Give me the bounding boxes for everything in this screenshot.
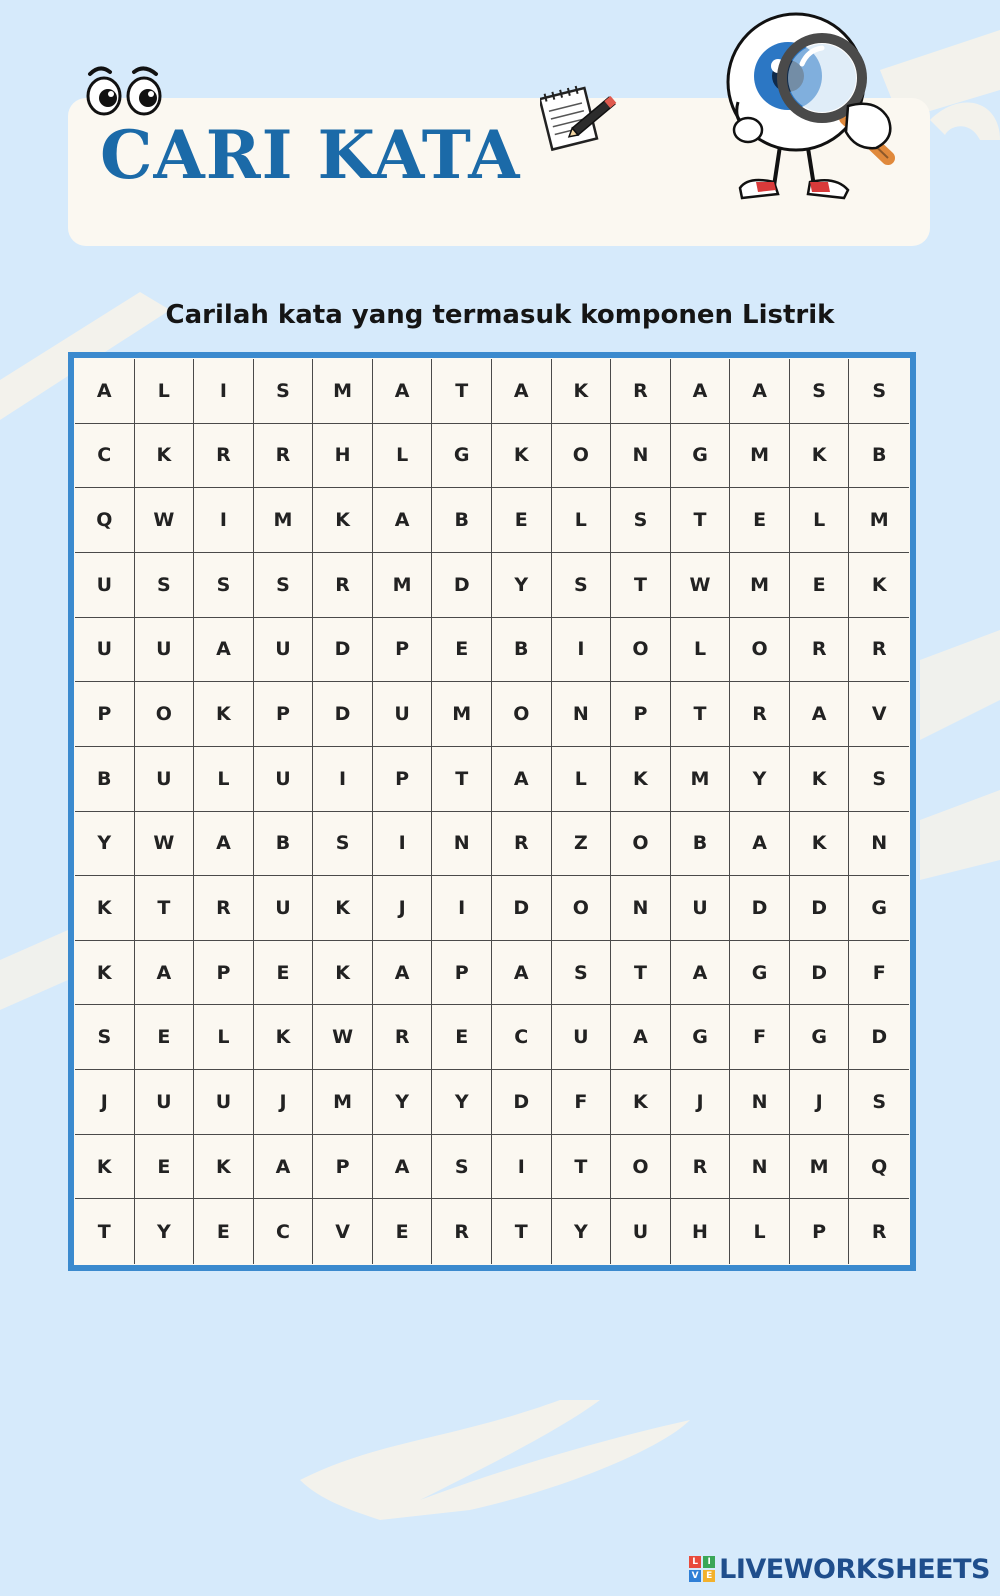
grid-cell[interactable]: K [194,682,254,747]
grid-cell[interactable]: K [790,424,850,489]
liveworksheets-brand-text: LIVEWORKSHEETS [719,1553,990,1585]
grid-cell[interactable]: L [790,488,850,553]
grid-cell[interactable]: I [373,812,433,877]
grid-cell[interactable]: M [313,1070,373,1135]
grid-cell[interactable]: T [432,359,492,424]
grid-cell[interactable]: B [492,618,552,683]
grid-cell[interactable]: N [432,812,492,877]
grid-cell[interactable]: R [611,359,671,424]
grid-cell[interactable]: F [849,941,909,1006]
grid-cell[interactable]: R [671,1135,731,1200]
notepad-pencil-icon [540,80,624,152]
liveworksheets-mark-icon: L I V E [689,1556,715,1582]
grid-cell[interactable]: S [194,553,254,618]
grid-cell[interactable]: U [135,618,195,683]
grid-cell[interactable]: U [254,618,314,683]
grid-cell[interactable]: G [671,424,731,489]
grid-cell[interactable]: A [373,488,433,553]
grid-cell[interactable]: T [492,1199,552,1264]
grid-cell[interactable]: M [373,553,433,618]
grid-cell[interactable]: A [75,359,135,424]
grid-cell[interactable]: K [75,876,135,941]
grid-cell[interactable]: N [730,1070,790,1135]
grid-cell[interactable]: E [730,488,790,553]
instruction-text: Carilah kata yang termasuk komponen Listrik [165,300,835,330]
grid-cell[interactable]: P [432,941,492,1006]
grid-cell[interactable]: A [194,812,254,877]
grid-cell[interactable]: K [254,1005,314,1070]
grid-cell[interactable]: G [432,424,492,489]
grid-cell[interactable]: U [373,682,433,747]
grid-cell[interactable]: L [552,747,612,812]
grid-cell[interactable]: Y [730,747,790,812]
grid-cell[interactable]: M [730,553,790,618]
grid-cell[interactable]: N [552,682,612,747]
grid-cell[interactable]: G [849,876,909,941]
grid-cell[interactable]: R [194,876,254,941]
grid-cell[interactable]: I [552,618,612,683]
grid-cell[interactable]: S [611,488,671,553]
grid-cell[interactable]: K [790,812,850,877]
grid-cell[interactable]: J [254,1070,314,1135]
grid-cell[interactable]: A [730,812,790,877]
grid-cell[interactable]: D [432,553,492,618]
grid-cell[interactable]: H [671,1199,731,1264]
grid-cell[interactable]: T [611,553,671,618]
grid-cell[interactable]: O [611,1135,671,1200]
grid-cell[interactable]: L [194,1005,254,1070]
liveworksheets-logo[interactable] [689,1552,990,1586]
grid-cell[interactable]: H [313,424,373,489]
grid-cell[interactable]: U [254,747,314,812]
grid-cell[interactable]: Y [75,812,135,877]
grid-cell[interactable]: K [313,876,373,941]
grid-cell[interactable]: S [790,359,850,424]
grid-cell[interactable]: B [671,812,731,877]
grid-cell[interactable]: U [611,1199,671,1264]
grid-cell[interactable]: D [849,1005,909,1070]
eyes-icon [86,62,166,120]
grid-cell[interactable]: C [254,1199,314,1264]
grid-cell[interactable]: F [552,1070,612,1135]
grid-cell[interactable]: P [194,941,254,1006]
grid-cell[interactable]: Y [432,1070,492,1135]
grid-cell[interactable]: Q [75,488,135,553]
grid-cell[interactable]: A [492,747,552,812]
grid-cell[interactable]: P [313,1135,373,1200]
grid-cell[interactable]: G [790,1005,850,1070]
grid-cell[interactable]: R [313,553,373,618]
grid-cell[interactable]: T [432,747,492,812]
grid-cell[interactable]: D [790,876,850,941]
grid-cell[interactable]: A [730,359,790,424]
word-search-grid [75,359,909,1264]
grid-cell[interactable]: S [313,812,373,877]
grid-cell[interactable]: E [492,488,552,553]
grid-cell[interactable]: O [611,812,671,877]
grid-cell[interactable]: U [194,1070,254,1135]
grid-cell[interactable]: B [75,747,135,812]
grid-cell[interactable]: E [135,1135,195,1200]
grid-cell[interactable]: P [790,1199,850,1264]
grid-cell[interactable]: E [135,1005,195,1070]
grid-cell[interactable]: Y [552,1199,612,1264]
grid-cell[interactable]: S [254,359,314,424]
grid-cell[interactable]: A [373,1135,433,1200]
grid-cell[interactable]: T [135,876,195,941]
grid-cell[interactable]: V [849,682,909,747]
grid-cell[interactable]: V [313,1199,373,1264]
grid-cell[interactable]: I [432,876,492,941]
grid-cell[interactable]: A [194,618,254,683]
grid-cell[interactable]: U [75,618,135,683]
grid-cell[interactable]: S [552,941,612,1006]
grid-cell[interactable]: B [432,488,492,553]
grid-cell[interactable]: W [313,1005,373,1070]
grid-cell[interactable]: A [671,359,731,424]
grid-cell[interactable]: P [75,682,135,747]
grid-cell[interactable]: S [849,359,909,424]
grid-cell[interactable]: Y [492,553,552,618]
grid-cell[interactable]: T [671,682,731,747]
grid-cell[interactable]: U [135,747,195,812]
grid-cell[interactable]: D [790,941,850,1006]
grid-cell[interactable]: U [254,876,314,941]
grid-cell[interactable]: T [611,941,671,1006]
grid-cell[interactable]: G [730,941,790,1006]
grid-cell[interactable]: S [849,1070,909,1135]
grid-cell[interactable]: O [552,424,612,489]
grid-cell[interactable]: L [671,618,731,683]
grid-cell[interactable]: M [849,488,909,553]
grid-cell[interactable]: K [552,359,612,424]
grid-cell[interactable]: G [671,1005,731,1070]
eyeball-magnifier-mascot-icon [718,6,918,208]
grid-cell[interactable]: K [492,424,552,489]
grid-cell[interactable]: K [194,1135,254,1200]
grid-cell[interactable]: O [552,876,612,941]
grid-cell[interactable]: A [492,359,552,424]
grid-cell[interactable]: I [194,488,254,553]
grid-cell[interactable]: E [790,553,850,618]
grid-cell[interactable]: P [254,682,314,747]
grid-cell[interactable]: F [730,1005,790,1070]
grid-cell[interactable]: K [611,747,671,812]
grid-cell[interactable]: J [75,1070,135,1135]
grid-cell[interactable]: M [730,424,790,489]
grid-cell[interactable]: O [492,682,552,747]
grid-cell[interactable]: K [135,424,195,489]
grid-cell[interactable]: U [135,1070,195,1135]
grid-cell[interactable]: A [135,941,195,1006]
grid-cell[interactable]: L [373,424,433,489]
grid-cell[interactable]: K [75,941,135,1006]
grid-cell[interactable]: L [194,747,254,812]
grid-cell[interactable]: R [373,1005,433,1070]
grid-cell[interactable]: K [790,747,850,812]
grid-cell[interactable]: W [135,812,195,877]
grid-cell[interactable]: N [611,876,671,941]
grid-cell[interactable]: D [313,682,373,747]
grid-cell[interactable]: S [432,1135,492,1200]
grid-cell[interactable]: S [135,553,195,618]
grid-cell[interactable]: O [611,618,671,683]
grid-cell[interactable]: A [373,359,433,424]
grid-cell[interactable]: R [730,682,790,747]
grid-cell[interactable]: N [849,812,909,877]
grid-cell[interactable]: L [552,488,612,553]
grid-cell[interactable]: C [75,424,135,489]
grid-cell[interactable]: N [730,1135,790,1200]
grid-cell[interactable]: E [373,1199,433,1264]
grid-cell[interactable]: E [194,1199,254,1264]
grid-cell[interactable]: U [552,1005,612,1070]
grid-cell[interactable]: R [194,424,254,489]
grid-cell[interactable]: K [849,553,909,618]
grid-cell[interactable]: M [313,359,373,424]
grid-cell[interactable]: T [75,1199,135,1264]
grid-cell[interactable]: P [611,682,671,747]
grid-cell[interactable]: I [313,747,373,812]
grid-cell[interactable]: E [432,1005,492,1070]
grid-cell[interactable]: E [432,618,492,683]
grid-cell[interactable]: R [790,618,850,683]
grid-cell[interactable]: A [611,1005,671,1070]
grid-cell[interactable]: K [75,1135,135,1200]
grid-cell[interactable]: I [194,359,254,424]
grid-cell[interactable]: J [790,1070,850,1135]
grid-cell[interactable]: K [313,941,373,1006]
grid-cell[interactable]: J [671,1070,731,1135]
grid-cell[interactable]: M [790,1135,850,1200]
grid-cell[interactable]: U [75,553,135,618]
grid-cell[interactable]: P [373,618,433,683]
grid-cell[interactable]: Y [373,1070,433,1135]
grid-cell[interactable]: R [432,1199,492,1264]
grid-cell[interactable]: M [671,747,731,812]
grid-cell[interactable]: T [552,1135,612,1200]
page-title: CARI KATA [100,116,521,194]
grid-cell[interactable]: L [730,1199,790,1264]
grid-cell[interactable]: A [254,1135,314,1200]
grid-cell[interactable]: K [313,488,373,553]
grid-cell[interactable]: T [671,488,731,553]
grid-cell[interactable]: U [671,876,731,941]
grid-cell[interactable]: D [730,876,790,941]
grid-cell[interactable]: Y [135,1199,195,1264]
grid-cell[interactable]: S [552,553,612,618]
grid-cell[interactable]: N [611,424,671,489]
grid-cell[interactable]: K [611,1070,671,1135]
grid-cell[interactable]: D [313,618,373,683]
grid-cell[interactable]: A [790,682,850,747]
grid-cell[interactable]: C [492,1005,552,1070]
grid-cell[interactable]: R [871,1220,887,1243]
grid-cell[interactable]: A [373,941,433,1006]
grid-cell[interactable]: S [75,1005,135,1070]
grid-cell[interactable]: I [492,1135,552,1200]
grid-cell[interactable]: E [254,941,314,1006]
grid-cell[interactable]: W [671,553,731,618]
grid-cell[interactable]: P [373,747,433,812]
grid-cell[interactable]: A [492,941,552,1006]
grid-cell[interactable]: L [135,359,195,424]
grid-cell[interactable]: R [492,812,552,877]
grid-cell[interactable]: O [135,682,195,747]
grid-cell[interactable]: J [373,876,433,941]
grid-cell[interactable]: M [254,488,314,553]
grid-cell[interactable]: M [432,682,492,747]
grid-cell[interactable]: Z [552,812,612,877]
grid-cell[interactable]: R [254,424,314,489]
grid-cell[interactable]: W [135,488,195,553]
grid-cell[interactable]: B [849,424,909,489]
grid-cell[interactable]: D [492,876,552,941]
grid-cell[interactable]: O [730,618,790,683]
grid-cell[interactable]: D [492,1070,552,1135]
grid-cell[interactable]: S [849,747,909,812]
grid-cell[interactable]: R [849,618,909,683]
grid-cell[interactable]: A [671,941,731,1006]
grid-cell[interactable]: Q [849,1135,909,1200]
grid-cell[interactable]: S [254,553,314,618]
grid-cell[interactable]: B [254,812,314,877]
